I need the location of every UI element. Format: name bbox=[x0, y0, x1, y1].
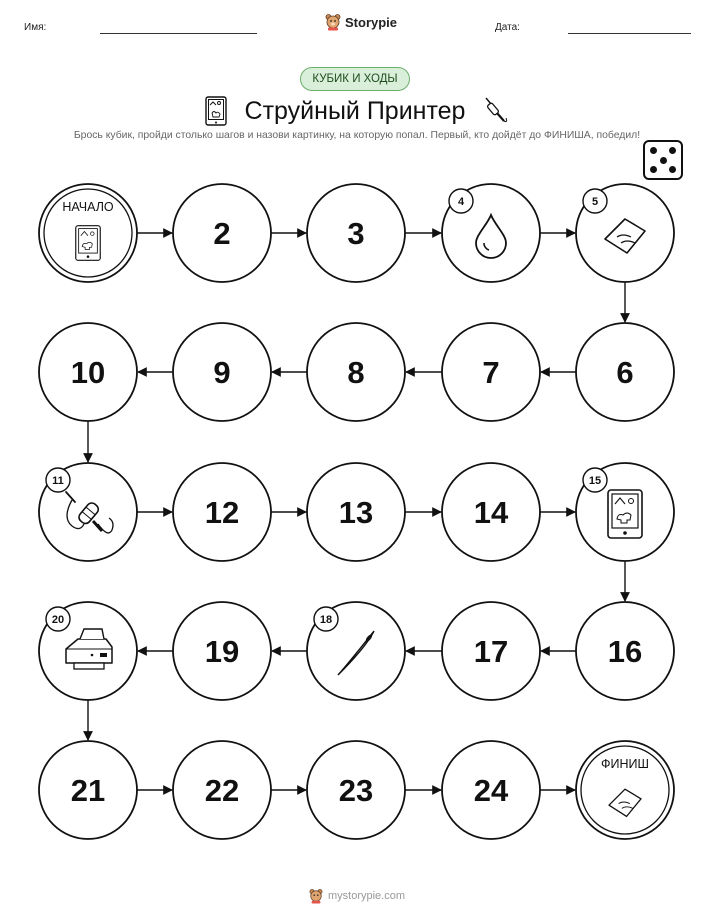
cell-number: 2 bbox=[213, 216, 231, 251]
name-label: Имя: bbox=[24, 22, 47, 33]
cell-badge-number: 5 bbox=[591, 196, 599, 208]
cell-number: 9 bbox=[213, 355, 231, 390]
board-cell-12 bbox=[173, 463, 271, 561]
footer bbox=[0, 884, 714, 908]
board-cell-9 bbox=[173, 323, 271, 421]
cell-number: 21 bbox=[70, 773, 106, 808]
board-cell-6 bbox=[576, 323, 674, 421]
brand-name: Storypie bbox=[345, 14, 398, 30]
cell-number: 8 bbox=[347, 355, 365, 390]
board-cell-19 bbox=[173, 602, 271, 700]
tablet-icon bbox=[76, 226, 100, 261]
tablet-icon bbox=[608, 490, 642, 538]
board-cell-17 bbox=[442, 602, 540, 700]
cell-number: 14 bbox=[473, 495, 509, 530]
board-cell-20 bbox=[39, 602, 137, 700]
instructions: Брось кубик, пройди столько шагов и назови картинку, на которую попал. Первый, кто дойдёт до ФИНИША, победил! bbox=[73, 130, 641, 141]
board-cell-11 bbox=[39, 463, 137, 561]
board-cell-5 bbox=[576, 184, 674, 282]
cell-badge-number: 4 bbox=[457, 196, 465, 208]
board-cell-7 bbox=[442, 323, 540, 421]
cell-badge-number: 18 bbox=[319, 614, 333, 626]
game-type-badge: КУБИК И ХОДЫ bbox=[300, 67, 410, 91]
board-cell-8 bbox=[307, 323, 405, 421]
board-cell-3 bbox=[307, 184, 405, 282]
board-cell-10 bbox=[39, 323, 137, 421]
board-cell-4 bbox=[442, 184, 540, 282]
start-label: НАЧАЛО bbox=[62, 200, 114, 214]
cell-number: 6 bbox=[616, 355, 634, 390]
footer-url: mystorypie.com bbox=[327, 890, 406, 902]
cell-number: 24 bbox=[473, 773, 509, 808]
cell-number: 10 bbox=[70, 355, 106, 390]
cell-number: 23 bbox=[338, 773, 374, 808]
cell-number: 17 bbox=[473, 634, 509, 669]
cell-number: 19 bbox=[204, 634, 240, 669]
cell-number: 13 bbox=[338, 495, 374, 530]
finish-label: ФИНИШ bbox=[601, 757, 649, 771]
board-cell-15 bbox=[576, 463, 674, 561]
board-cell-24 bbox=[442, 741, 540, 839]
board-cell-14 bbox=[442, 463, 540, 561]
date-label: Дата: bbox=[495, 22, 520, 33]
page-title: Струйный Принтер bbox=[244, 96, 466, 125]
cell-badge-number: 11 bbox=[52, 475, 64, 487]
cell-number: 16 bbox=[607, 634, 643, 669]
board-cell-21 bbox=[39, 741, 137, 839]
bear-mascot-icon bbox=[309, 888, 323, 904]
cell-badge-number: 15 bbox=[588, 475, 602, 487]
cell-number: 3 bbox=[347, 216, 365, 251]
board-cell-1 bbox=[39, 184, 137, 282]
board-cell-25 bbox=[576, 741, 674, 839]
cell-number: 7 bbox=[482, 355, 500, 390]
board-cell-18 bbox=[307, 602, 405, 700]
board-cell-22 bbox=[173, 741, 271, 839]
cell-badge-number: 20 bbox=[51, 614, 65, 626]
cell-number: 22 bbox=[204, 773, 240, 808]
board-cell-13 bbox=[307, 463, 405, 561]
cell-number: 12 bbox=[204, 495, 240, 530]
board-cell-23 bbox=[307, 741, 405, 839]
board-cell-16 bbox=[576, 602, 674, 700]
board-cell-2 bbox=[173, 184, 271, 282]
